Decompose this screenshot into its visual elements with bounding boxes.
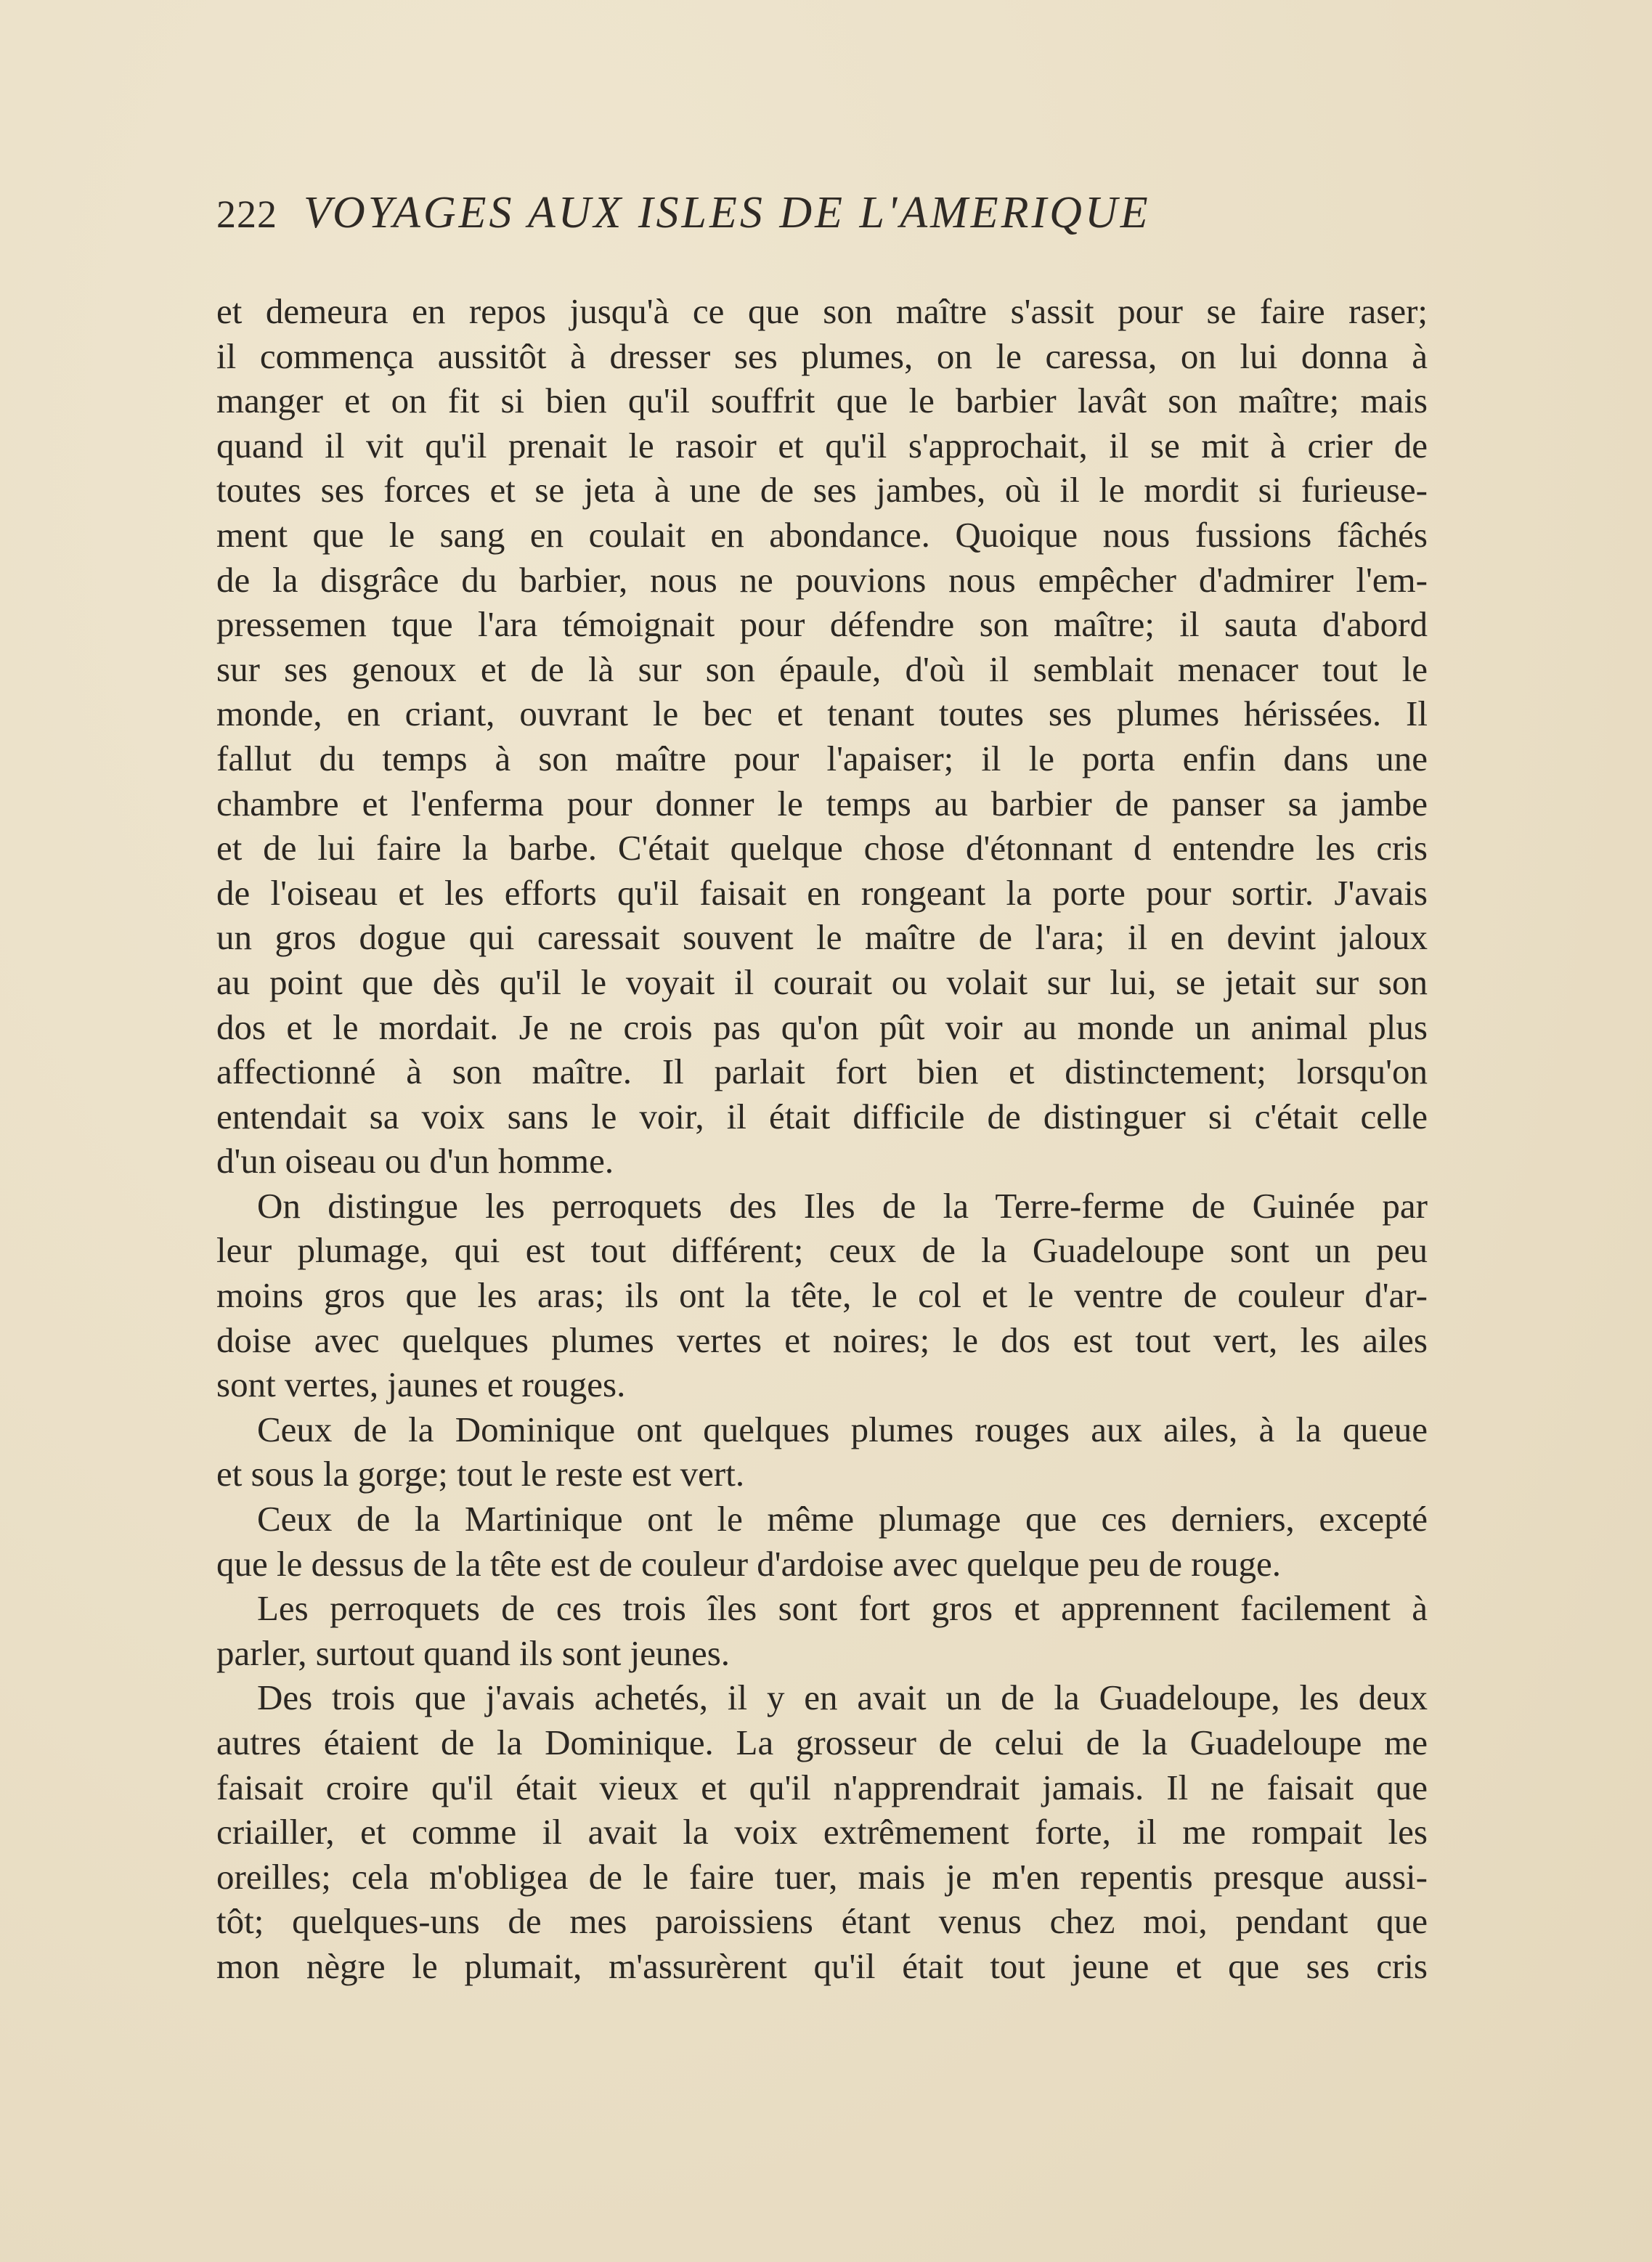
text-line: et de lui faire la barbe. C'était quelque chose d'étonnant d entendre les cris (216, 828, 1428, 868)
text-line: mon nègre le plumait, m'assurèrent qu'il était tout jeune et que ses cris (216, 1945, 1428, 1986)
text-line: et demeura en repos jusqu'à ce que son maître s'assit pour se faire raser; (216, 291, 1428, 331)
text-line: dos et le mordait. Je ne crois pas qu'on pût voir au monde un animal plus (216, 1006, 1428, 1047)
running-head (216, 187, 1451, 253)
text-line: toutes ses forces et se jeta à une de ses jambes, où il le mordit si furieuse- (216, 470, 1428, 510)
text-line: monde, en criant, ouvrant le bec et tenant toutes ses plumes hérissées. Il (216, 693, 1428, 734)
text-line: et sous la gorge; tout le reste est vert. (216, 1454, 745, 1494)
text-line: un gros dogue qui caressait souvent le maître de l'ara; il en devint jaloux (216, 917, 1428, 958)
text-line: ment que le sang en coulait en abondance. Quoique nous fussions fâchés (216, 514, 1428, 555)
text-line: parler, surtout quand ils sont jeunes. (216, 1632, 731, 1673)
text-line: criailler, et comme il avait la voix extrêmement forte, il me rompait les (216, 1812, 1428, 1852)
text-line: de la disgrâce du barbier, nous ne pouvions nous empêcher d'admirer l'em- (216, 559, 1428, 600)
page-number: 222 (216, 192, 277, 236)
text-line: Ceux de la Dominique ont quelques plumes rouges aux ailes, à la queue (257, 1409, 1428, 1449)
text-line: Les perroquets de ces trois îles sont fort gros et apprennent facilement à (257, 1588, 1428, 1629)
text-line: fallut du temps à son maître pour l'apaiser; il le porta enfin dans une (216, 738, 1428, 778)
text-line: manger et on fit si bien qu'il souffrit que le barbier lavât son maître; mais (216, 381, 1428, 421)
text-line: pressemen tque l'ara témoignait pour défendre son maître; il sauta d'abord (216, 604, 1428, 645)
text-line: affectionné à son maître. Il parlait fort bien et distinctement; lorsqu'on (216, 1051, 1428, 1092)
text-line: chambre et l'enferma pour donner le temps au barbier de panser sa jambe (216, 783, 1428, 823)
text-line: sont vertes, jaunes et rouges. (216, 1364, 626, 1405)
text-line: moins gros que les aras; ils ont la tête, le col et le ventre de couleur d'ar- (216, 1275, 1428, 1316)
text-line: Ceux de la Martinique ont le même plumage que ces derniers, excepté (257, 1499, 1428, 1539)
text-line: On distingue les perroquets des Iles de la Terre-ferme de Guinée par (257, 1185, 1428, 1226)
text-line: leur plumage, qui est tout différent; ceux de la Guadeloupe sont un peu (216, 1230, 1428, 1271)
text-line: Des trois que j'avais achetés, il y en avait un de la Guadeloupe, les deux (257, 1677, 1428, 1718)
text-line: d'un oiseau ou d'un homme. (216, 1141, 614, 1181)
text-line: faisait croire qu'il était vieux et qu'il n'apprendrait jamais. Il ne faisait que (216, 1767, 1428, 1807)
text-line: il commença aussitôt à dresser ses plumes, on le caressa, on lui donna à (216, 335, 1428, 376)
text-line: sur ses genoux et de là sur son épaule, d'où il semblait menacer tout le (216, 648, 1428, 689)
body-text (216, 289, 1428, 1989)
text-line: doise avec quelques plumes vertes et noires; le dos est tout vert, les ailes (216, 1319, 1428, 1360)
text-line: que le dessus de la tête est de couleur d'ardoise avec quelque peu de rouge. (216, 1543, 1282, 1584)
text-line: quand il vit qu'il prenait le rasoir et qu'il s'approchait, il se mit à crier de (216, 425, 1428, 465)
text-line: tôt; quelques-uns de mes paroissiens étant venus chez moi, pendant que (216, 1901, 1428, 1942)
text-line: autres étaient de la Dominique. La grosseur de celui de la Guadeloupe me (216, 1722, 1428, 1762)
text-line: entendait sa voix sans le voir, il était difficile de distinguer si c'était celle (216, 1096, 1428, 1136)
running-title: VOYAGES AUX ISLES DE L'AMERIQUE (304, 188, 1151, 237)
text-line: au point que dès qu'il le voyait il courait ou volait sur lui, se jetait sur son (216, 961, 1428, 1002)
text-line: de l'oiseau et les efforts qu'il faisait en rongeant la porte pour sortir. J'avais (216, 872, 1428, 913)
text-line: oreilles; cela m'obligea de le faire tuer, mais je m'en repentis presque aussi- (216, 1856, 1428, 1897)
